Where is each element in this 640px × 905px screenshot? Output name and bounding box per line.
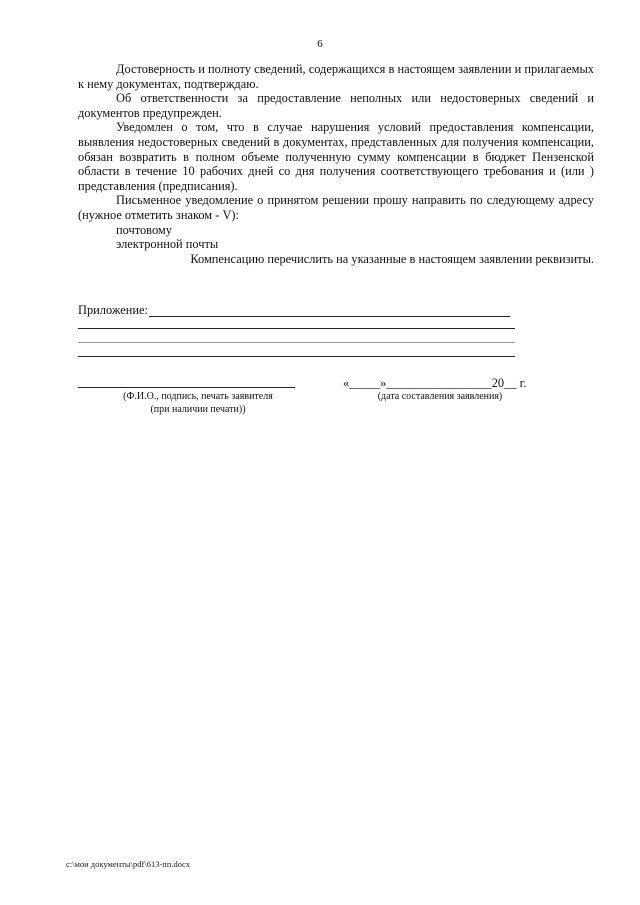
- date-caption: (дата составления заявления): [377, 391, 503, 402]
- attachment-line-4: [78, 356, 515, 357]
- date-line: «_____»_________________20__ г.: [343, 376, 527, 390]
- responsibility-paragraph: Об ответственности за предоставление неполных или недостоверных сведений и документов предупрежден.: [78, 91, 594, 120]
- refund-paragraph: Уведомлен о том, что в случае нарушения условий предоставления компенсации, выявления недостоверных сведений в документах, представленных для получения компенсации, обязан возвратить в полном объеме полученную сумму компенсации в бюджет Пензенской области в течение 10 рабочих дней со дня получения соответствующего требования и (или ) представления (предписания).: [78, 120, 594, 193]
- attachment-line-3: [78, 342, 515, 343]
- attachment-line-2: [78, 328, 515, 329]
- statement-text: [78, 62, 594, 266]
- compensation-instruction: Компенсацию перечислить на указанные в настоящем заявлении реквизиты.: [190, 251, 594, 266]
- signature-caption-line-1: (Ф.И.О., подпись, печать заявителя: [123, 391, 273, 402]
- signature-caption: [78, 390, 318, 416]
- attachment-label: Приложение:: [78, 303, 148, 317]
- signature-line: [78, 387, 295, 388]
- signature-caption-line-2: (при наличии печати)): [150, 404, 246, 415]
- footer-file-path: c:\мои документы\pdf\613-пп.docx: [66, 859, 191, 869]
- notification-paragraph: Письменное уведомление о принятом решении прошу направить по следующему адресу (нужное отметить знаком - V):: [78, 193, 594, 222]
- accuracy-paragraph: Достоверность и полноту сведений, содержащихся в настоящем заявлении и прилагаемых к нему документах, подтверждаю.: [78, 62, 594, 91]
- delivery-option-postal: почтовому: [116, 222, 172, 237]
- page-number: 6: [317, 38, 323, 50]
- delivery-option-email: электронной почты: [116, 237, 219, 252]
- attachment-line-1: [149, 316, 510, 317]
